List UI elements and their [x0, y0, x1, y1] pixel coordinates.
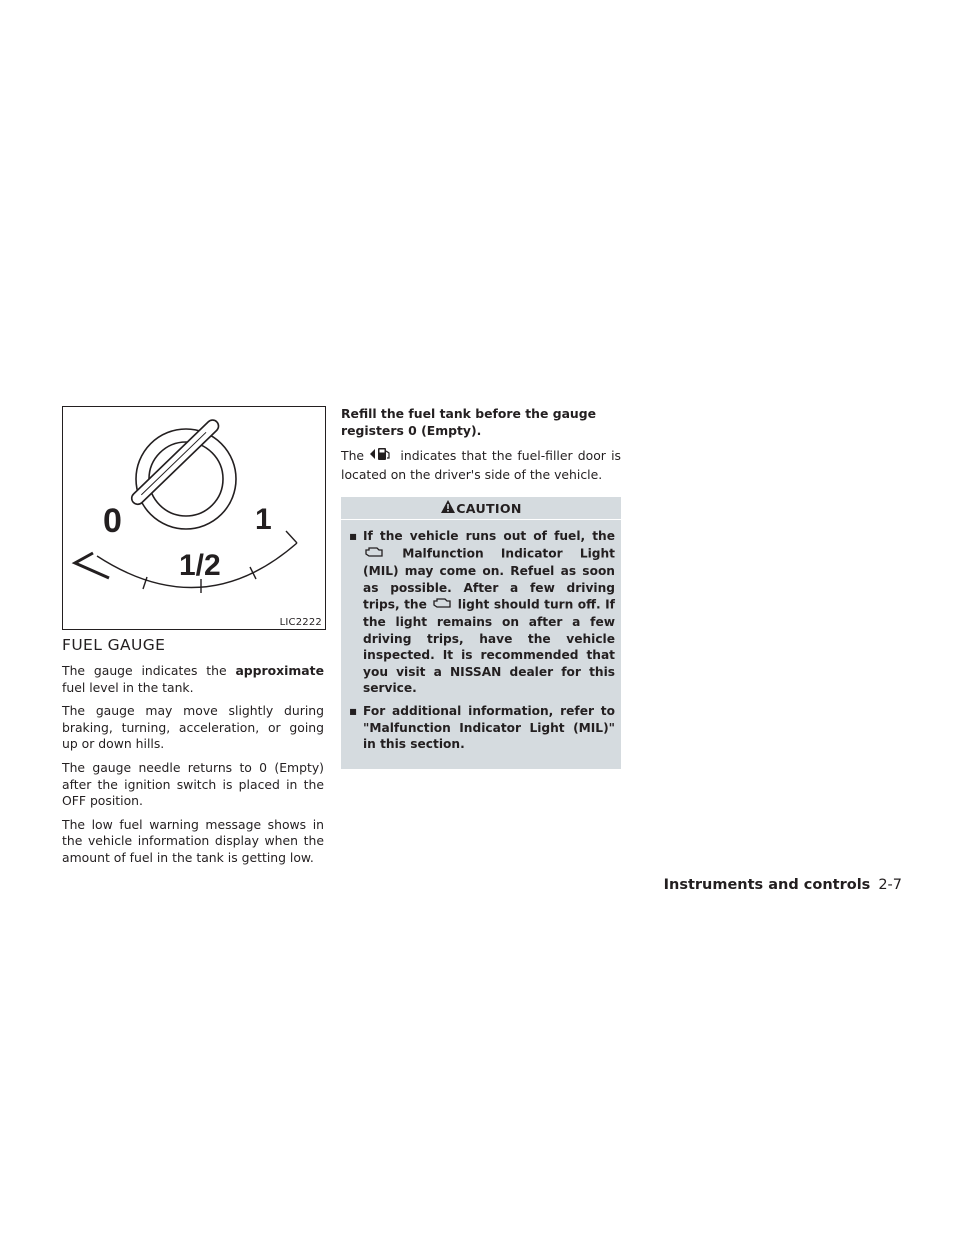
page-footer — [664, 877, 902, 893]
list-item: ▪ For additional information, refer to "Malfunction Indicator Light (MIL)" in this section. — [349, 704, 615, 752]
fuel-gauge-illustration — [63, 407, 327, 631]
bullet: ▪ — [349, 704, 358, 719]
emphasis-approximate: approximate — [235, 663, 324, 678]
refill-warning: Refill the fuel tank before the gauge registers 0 (Empty). — [341, 406, 597, 438]
gauge-label-empty: 0 — [103, 502, 122, 540]
fuel-door-side-icon — [369, 446, 395, 467]
gauge-label-full: 1 — [255, 503, 272, 536]
gauge-label-half: 1/2 — [179, 549, 221, 582]
gauge-empty-marker — [75, 553, 109, 578]
chapter-title: Instruments and controls — [663, 877, 871, 893]
paragraph-movement: The gauge may move slightly during braking, turning, acceleration, or going up or down hills. — [62, 703, 324, 752]
warning-triangle-icon — [440, 499, 456, 517]
caution-list — [341, 520, 621, 752]
engine-mil-icon — [431, 596, 453, 614]
paragraph-fuel-door: The indicates that the fuel-filler door is located on the driver's side of the vehicle. — [341, 447, 621, 482]
paragraph-needle-return: The gauge needle returns to 0 (Empty) after the ignition switch is placed in the OFF position. — [62, 759, 324, 809]
left-column — [62, 636, 324, 874]
engine-mil-icon — [363, 545, 385, 563]
gauge-tick — [250, 567, 256, 579]
caution-header — [341, 497, 621, 520]
right-column — [341, 406, 621, 769]
bullet: ▪ — [349, 529, 358, 544]
paragraph-low-fuel: The low fuel warning message shows in the vehicle information display when the amount of fuel in the tank is getting low. — [62, 816, 324, 865]
caution-box — [341, 497, 621, 768]
caution-title: CAUTION — [456, 500, 522, 516]
list-item: ▪ If the vehicle runs out of fuel, the Malfunction Indicator Light (MIL) may come on. Refuel as soon as possible. After a few driving trips, the light should turn off. If the light remains on after a few driving trips, have the vehicle inspected. It is recommended that you visit a NISSAN dealer for this service. — [349, 529, 615, 696]
paragraph-approximate: The gauge indicates the approximate fuel level in the tank. — [62, 663, 324, 695]
gauge-tick — [286, 531, 297, 543]
page-number: 2-7 — [878, 877, 902, 893]
section-title: FUEL GAUGE — [62, 636, 166, 654]
fuel-gauge-figure — [62, 406, 326, 630]
figure-code: LIC2222 — [279, 617, 322, 628]
